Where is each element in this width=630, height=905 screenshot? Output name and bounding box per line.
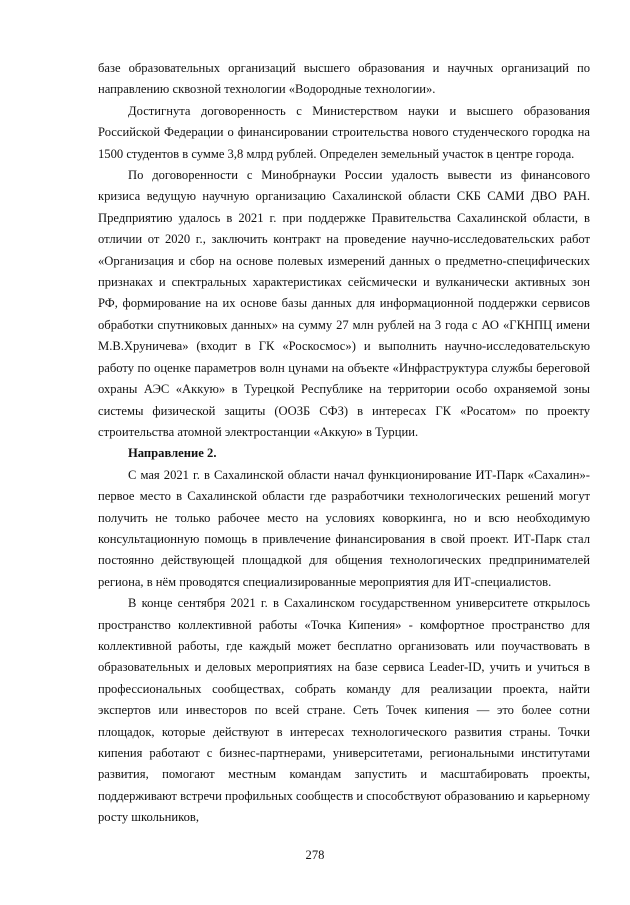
section-heading: Направление 2. — [128, 446, 217, 461]
paragraph-5: В конце сентября 2021 г. в Сахалинском государственном университете открылось пространство коллективной работы «Точка Кипения» - комфортное пространство для коллективной работы, где каждый может бесплатно организовать или поучаствовать в образовательных и деловых мероприятиях на базе сервиса Leader-ID, учить и учиться в профессиональных сообществах, собрать команду для реализации проекта, найти экспертов или инвесторов по всей стране. Сеть Точек кипения — это более сотни площадок, которые действуют в интересах технологического развития страны. Точки кипения работают с бизнес-партнерами, университетами, региональными институтами развития, помогают местным командам запустить и масштабировать проекты, поддерживают встречи профильных сообществ и способствуют образованию и карьерному росту школьников, — [98, 596, 590, 825]
page-number: 278 — [305, 848, 325, 862]
paragraph-3: По договоренности с Минобрнауки России удалость вывести из финансового кризиса ведущую научную организацию Сахалинской области СКБ САМИ ДВО РАН. Предприятию удалось в 2021 г. при поддержке Правительства Сахалинской области, в отличии от 2020 г., заключить контракт на проведение научно-исследовательских работ «Организация и сбор на основе полевых измерений данных о предметно-специфических признаках и спектральных характеристиках сейсмически и вулканически активных зон РФ, формирование на их основе базы данных для информационной поддержки сервисов обработки спутниковых данных» на сумму 27 млн рублей на 3 года с АО «ГКНПЦ имени М.В.Хруничева» (входит в ГК «Роскосмос») и выполнить научно-исследовательскую работу по оценке параметров волн цунами на объекте «Инфраструктура службы береговой охраны АЭС «Аккую» в Турецкой Республике на территории особо охраняемой зоны системы физической защиты (ООЗБ СФЗ) в интересах ГК «Росатом» по проекту строительства атомной электростанции «Аккую» в Турции. — [98, 168, 590, 439]
document-body — [98, 58, 590, 829]
paragraph-4: С мая 2021 г. в Сахалинской области начал функционирование ИТ-Парк «Сахалин»- первое место в Сахалинской области где разработчики технологических решений могут получить не только рабочее место на условиях коворкинга, но и всю необходимую консультационную помощь в привлечение финансирования в свой проект. ИТ-Парк стал постоянно действующей площадкой для общения технологических предпринимателей региона, в нём проводятся специализированные мероприятия для ИТ-специалистов. — [98, 467, 590, 589]
paragraph-2: Достигнута договоренность с Министерством науки и высшего образования Российской Федерации о финансировании строительства нового студенческого городка на 1500 студентов в сумме 3,8 млрд рублей. Определен земельный участок в центре города. — [98, 103, 590, 161]
paragraph-1: базе образовательных организаций высшего образования и научных организаций по направлению сквозной технологии «Водородные технологии». — [98, 61, 590, 97]
